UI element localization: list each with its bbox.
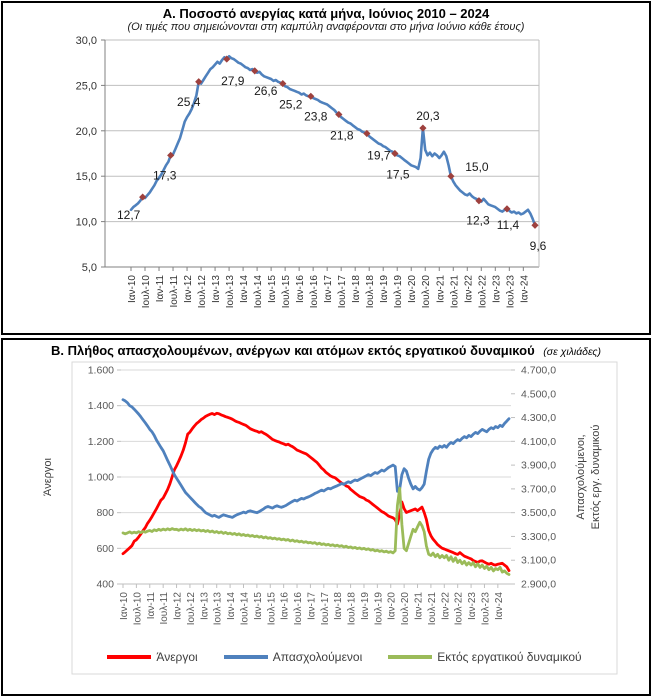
svg-text:Ιαν-10: Ιαν-10	[119, 592, 130, 621]
panel-unemployment-rate-chart	[1, 1, 651, 335]
employed-line-swatch	[224, 655, 268, 659]
svg-text:Ιαν-21: Ιαν-21	[413, 592, 425, 621]
chart-a-title: Α. Ποσοστό ανεργίας κατά μήνα, Ιούνιος 2010 – 2024	[162, 6, 490, 21]
svg-text:15,0: 15,0	[465, 160, 489, 175]
svg-text:Ιαν-23: Ιαν-23	[491, 274, 503, 304]
inactive-line-swatch	[388, 655, 432, 659]
svg-text:Ιουλ-21: Ιουλ-21	[449, 275, 461, 309]
svg-text:3.500,0: 3.500,0	[521, 507, 557, 520]
svg-text:Εκτός εργ. δυναμικού: Εκτός εργ. δυναμικού	[590, 424, 602, 530]
svg-text:23,8: 23,8	[304, 109, 328, 124]
svg-text:12,7: 12,7	[116, 208, 141, 223]
legend-item-unemployed	[107, 650, 197, 664]
svg-text:Ιουλ-22: Ιουλ-22	[453, 592, 465, 626]
svg-text:Ιουλ-10: Ιουλ-10	[141, 275, 153, 309]
svg-text:Ιουλ-14: Ιουλ-14	[239, 592, 251, 626]
svg-text:Ιουλ-17: Ιουλ-17	[319, 592, 331, 626]
svg-text:1.000: 1.000	[87, 471, 114, 484]
legend-label-inactive: Εκτός εργατικού δυναμικού	[437, 650, 582, 664]
svg-text:Ιαν-11: Ιαν-11	[155, 275, 167, 303]
svg-text:26,6: 26,6	[254, 83, 278, 98]
svg-text:Ιαν-20: Ιαν-20	[386, 592, 398, 621]
svg-text:Ιουλ-10: Ιουλ-10	[132, 592, 144, 626]
svg-text:1.400: 1.400	[87, 400, 114, 413]
svg-text:4.500,0: 4.500,0	[521, 388, 557, 401]
legend-label-unemployed: Άνεργοι	[156, 650, 198, 664]
svg-text:Ιαν-16: Ιαν-16	[279, 592, 291, 621]
svg-text:9,6: 9,6	[529, 239, 547, 254]
svg-text:20,0: 20,0	[75, 125, 97, 138]
svg-text:Ιουλ-16: Ιουλ-16	[293, 592, 305, 626]
legend-label-employed: Απασχολούμενοι	[272, 650, 363, 664]
svg-text:Ιαν-13: Ιαν-13	[199, 592, 211, 621]
svg-text:4.700,0: 4.700,0	[521, 364, 557, 377]
svg-text:Ιαν-18: Ιαν-18	[351, 275, 363, 304]
svg-text:20,3: 20,3	[416, 109, 440, 124]
svg-text:Ιουλ-11: Ιουλ-11	[159, 592, 171, 625]
svg-text:Ιουλ-19: Ιουλ-19	[393, 275, 405, 309]
svg-text:11,4: 11,4	[496, 217, 520, 232]
svg-text:Ιαν-14: Ιαν-14	[239, 275, 251, 304]
svg-text:Απασχολούμενοι,: Απασχολούμενοι,	[575, 434, 587, 520]
svg-text:Ιαν-20: Ιαν-20	[407, 275, 419, 304]
svg-text:5,0: 5,0	[81, 262, 97, 274]
svg-text:19,7: 19,7	[367, 148, 391, 163]
svg-text:17,5: 17,5	[386, 167, 410, 182]
svg-text:21,8: 21,8	[330, 128, 354, 143]
svg-text:Ιαν-15: Ιαν-15	[252, 592, 264, 621]
svg-text:Ιαν-18: Ιαν-18	[333, 592, 345, 621]
svg-text:Ιουλ-23: Ιουλ-23	[480, 592, 492, 626]
svg-text:4.300,0: 4.300,0	[521, 412, 557, 425]
svg-text:Ιαν-24: Ιαν-24	[519, 275, 531, 304]
svg-text:25,4: 25,4	[177, 94, 201, 109]
svg-text:Ιουλ-21: Ιουλ-21	[426, 592, 438, 626]
svg-text:Ιουλ-13: Ιουλ-13	[225, 275, 237, 309]
svg-text:Ιουλ-15: Ιουλ-15	[266, 592, 278, 626]
svg-text:2.900,0: 2.900,0	[521, 578, 557, 591]
svg-text:Ιαν-13: Ιαν-13	[211, 275, 223, 304]
svg-text:Ιαν-16: Ιαν-16	[295, 275, 307, 304]
svg-text:Ιουλ-20: Ιουλ-20	[400, 592, 412, 626]
chart-b-title-main: Β. Πλήθος απασχολουμένων, ανέργων και ατόμων εκτός εργατικού δυναμικού	[51, 343, 535, 358]
svg-text:30,0: 30,0	[75, 35, 97, 47]
svg-text:15,0: 15,0	[75, 171, 97, 184]
svg-text:Ιουλ-12: Ιουλ-12	[185, 592, 197, 626]
panel-labour-force-chart	[1, 338, 651, 696]
svg-text:10,0: 10,0	[75, 216, 97, 229]
svg-text:25,0: 25,0	[75, 80, 97, 93]
labour-force-lines-chart	[3, 358, 649, 694]
svg-text:25,2: 25,2	[279, 97, 303, 112]
svg-text:Άνεργοι: Άνεργοι	[42, 458, 54, 496]
svg-text:Ιαν-15: Ιαν-15	[267, 275, 279, 304]
chart-b-title-units: (σε χιλιάδες)	[543, 346, 601, 358]
svg-text:Ιαν-12: Ιαν-12	[183, 275, 195, 304]
svg-text:Ιουλ-14: Ιουλ-14	[253, 275, 265, 309]
svg-text:Ιουλ-20: Ιουλ-20	[421, 275, 433, 309]
svg-text:600: 600	[96, 542, 114, 555]
svg-text:Ιαν-24: Ιαν-24	[493, 592, 505, 621]
svg-text:17,3: 17,3	[153, 168, 177, 183]
svg-text:1.200: 1.200	[87, 435, 114, 448]
svg-text:3.100,0: 3.100,0	[521, 554, 557, 567]
svg-text:Ιαν-11: Ιαν-11	[145, 592, 157, 620]
svg-text:Ιαν-19: Ιαν-19	[359, 592, 371, 621]
svg-text:4.100,0: 4.100,0	[521, 435, 557, 448]
legend-item-inactive	[388, 650, 581, 664]
svg-text:Ιουλ-15: Ιουλ-15	[281, 275, 293, 309]
svg-text:Ιουλ-12: Ιουλ-12	[197, 275, 209, 309]
svg-text:3.700,0: 3.700,0	[521, 483, 557, 496]
svg-text:Ιαν-10: Ιαν-10	[127, 275, 138, 304]
legend-item-employed	[224, 650, 363, 664]
svg-text:1.600: 1.600	[87, 364, 114, 377]
svg-text:3.300,0: 3.300,0	[521, 530, 557, 543]
svg-text:Ιαν-21: Ιαν-21	[435, 275, 447, 304]
svg-text:27,9: 27,9	[221, 74, 245, 89]
chart-b-legend	[72, 646, 617, 668]
unemployed-line-swatch	[107, 655, 151, 659]
svg-text:Ιουλ-19: Ιουλ-19	[373, 592, 385, 626]
svg-text:3.900,0: 3.900,0	[521, 459, 557, 472]
svg-text:Ιουλ-18: Ιουλ-18	[346, 592, 358, 626]
svg-text:Ιουλ-17: Ιουλ-17	[337, 275, 349, 309]
chart-a-subtitle: (Οι τιμές που σημειώνονται στη καμπύλη αναφέρονται στο μήνα Ιούνιο κάθε έτους)	[127, 21, 525, 33]
svg-text:Ιαν-14: Ιαν-14	[226, 592, 238, 621]
svg-text:Ιαν-22: Ιαν-22	[463, 275, 475, 304]
svg-text:Ιαν-23: Ιαν-23	[467, 592, 479, 621]
svg-text:Ιαν-17: Ιαν-17	[323, 275, 335, 304]
svg-text:Ιουλ-18: Ιουλ-18	[365, 275, 377, 309]
svg-text:12,3: 12,3	[466, 213, 490, 228]
svg-text:Ιαν-12: Ιαν-12	[172, 592, 184, 621]
svg-text:400: 400	[96, 578, 114, 591]
svg-text:800: 800	[96, 507, 114, 520]
svg-text:Ιαν-22: Ιαν-22	[440, 592, 452, 621]
unemployment-rate-line-chart	[3, 34, 649, 330]
svg-text:Ιουλ-11: Ιουλ-11	[169, 275, 181, 308]
svg-text:Ιουλ-22: Ιουλ-22	[477, 275, 489, 309]
svg-text:Ιουλ-16: Ιουλ-16	[309, 275, 321, 309]
chart-b-title	[3, 343, 649, 358]
svg-text:Ιαν-17: Ιαν-17	[306, 592, 318, 621]
svg-text:Ιουλ-23: Ιουλ-23	[505, 275, 517, 309]
svg-text:Ιουλ-13: Ιουλ-13	[212, 592, 224, 626]
svg-text:Ιαν-19: Ιαν-19	[379, 275, 391, 304]
